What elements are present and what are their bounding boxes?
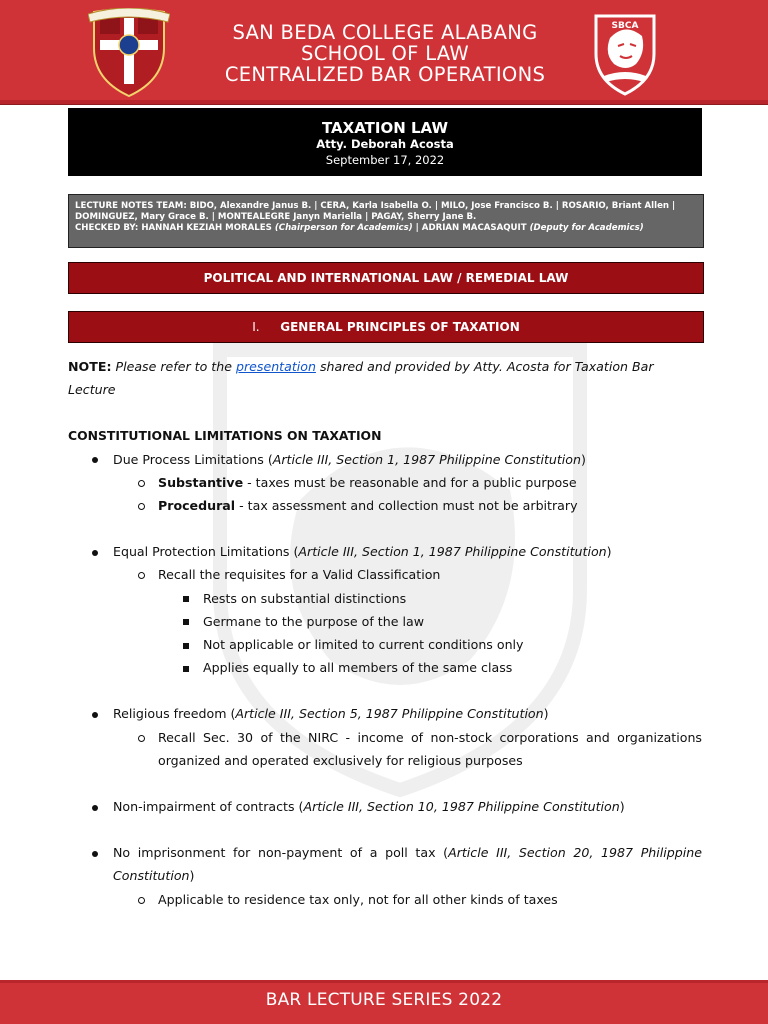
presentation-link[interactable]: presentation <box>235 359 316 374</box>
section-heading: CONSTITUTIONAL LIMITATIONS ON TAXATION <box>68 428 382 444</box>
list-item: Due Process Limitations (Article III, Section 1, 1987 Philippine Constitution) <box>68 448 702 471</box>
note-line: NOTE: Please refer to the presentation shared and provided by Atty. Acosta for Taxation Bar Lecture <box>68 359 654 398</box>
list-item: Not applicable or limited to current conditions only <box>68 633 702 656</box>
list-item: Germane to the purpose of the law <box>68 610 702 633</box>
list-item: Recall the requisites for a Valid Classification <box>68 563 702 586</box>
lecturer-name: Atty. Deborah Acosta <box>316 137 454 151</box>
page-footer <box>0 980 768 1024</box>
header-line-2: SCHOOL OF LAW <box>301 42 469 65</box>
list-item: Applicable to residence tax only, not for all other kinds of taxes <box>68 888 702 911</box>
lecture-notes-team-box <box>68 194 704 248</box>
subsection-number: I. <box>252 320 260 334</box>
list-item: Recall Sec. 30 of the NIRC - income of non-stock corporations and organizations organized and operated exclusively for religious purposes <box>68 726 702 772</box>
logo-text: SBCA <box>611 21 639 31</box>
subsection-title: GENERAL PRINCIPLES OF TAXATION <box>280 320 520 334</box>
page-header <box>0 0 768 105</box>
list-item: Non-impairment of contracts (Article III, Section 10, 1987 Philippine Constitution) <box>68 795 702 818</box>
list-item: Religious freedom (Article III, Section 5, 1987 Philippine Constitution) <box>68 702 702 725</box>
lecture-content <box>68 355 702 911</box>
header-line-1: SAN BEDA COLLEGE ALABANG <box>232 21 538 44</box>
list-item: Substantive - taxes must be reasonable and for a public purpose <box>68 471 702 494</box>
header-line-3: CENTRALIZED BAR OPERATIONS <box>224 63 546 86</box>
list-item: No imprisonment for non-payment of a poll tax (Article III, Section 20, 1987 Philippine Constitution) <box>68 841 702 887</box>
subsection-header-bar <box>68 311 704 343</box>
list-item: Procedural - tax assessment and collection must not be arbitrary <box>68 494 702 517</box>
footer-text: BAR LECTURE SERIES 2022 <box>265 990 503 1010</box>
subject-title: TAXATION LAW <box>321 119 449 137</box>
team-line-1: LECTURE NOTES TEAM: BIDO, Alexandre Janus B. | CERA, Karla Isabella O. | MILO, Jose Francisco B. | ROSARIO, Briant Allen | <box>75 201 676 211</box>
school-crest-logo <box>88 8 170 98</box>
list-item: Equal Protection Limitations (Article III, Section 1, 1987 Philippine Constitution) <box>68 540 702 563</box>
list-item: Applies equally to all members of the same class <box>68 656 702 679</box>
team-line-2: DOMINGUEZ, Mary Grace B. | MONTEALEGRE Janyn Mariella | PAGAY, Sherry Jane B. <box>75 212 477 222</box>
section-title: POLITICAL AND INTERNATIONAL LAW / REMEDIAL LAW <box>203 271 569 285</box>
lecture-date: September 17, 2022 <box>325 153 445 167</box>
section-header-bar <box>68 262 704 294</box>
lecture-title-box <box>68 108 702 176</box>
checked-by-line: CHECKED BY: HANNAH KEZIAH MORALES (Chairperson for Academics) | ADRIAN MACASAQUIT (Deputy for Academics) <box>75 223 644 233</box>
sbca-lion-logo <box>590 8 660 96</box>
list-item: Rests on substantial distinctions <box>68 587 702 610</box>
